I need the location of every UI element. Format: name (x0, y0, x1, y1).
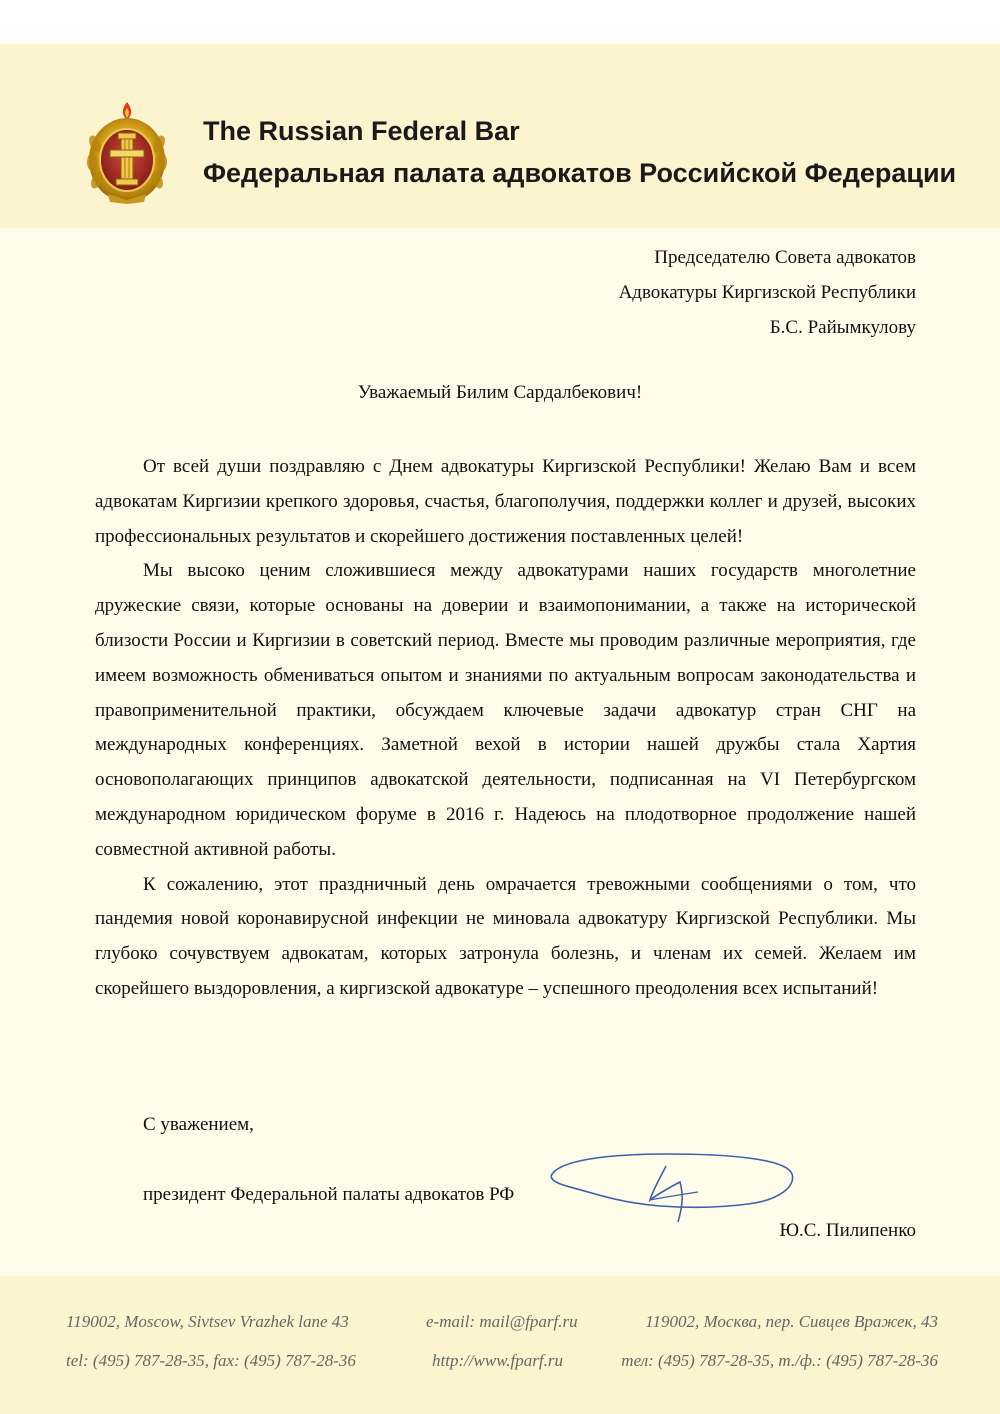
footer-phone-en: tel: (495) 787-28-35, fax: (495) 787-28-36 (66, 1351, 356, 1370)
footer-email: e-mail: mail@fparf.ru (426, 1312, 578, 1331)
footer-address-ru: 119002, Москва, пер. Сивцев Вражек, 43 (645, 1312, 938, 1331)
salutation: Уважаемый Билим Сардалбекович! (357, 382, 643, 403)
bar-emblem-icon (86, 100, 168, 204)
addressee-line: Адвокатуры Киргизской Республики (618, 282, 916, 303)
addressee-name: Б.С. Райымкулову (769, 317, 916, 338)
letterhead-footer (0, 1276, 1000, 1414)
footer-phone-ru: тел: (495) 787-28-35, т./ф.: (495) 787-28-36 (621, 1351, 938, 1370)
body-paragraph: От всей души поздравляю с Днем адвокатуры Киргизской Республики! Желаю Вам и всем адвокатам Киргизии крепкого здоровья, счастья, благополучия, поддержки коллег и друзей, высоких профессиональных результатов и скорейшего достижения поставленных целей! (95, 456, 916, 547)
organization-name-en: The Russian Federal Bar (203, 116, 520, 146)
addressee-block (619, 240, 916, 345)
handwritten-signature (548, 1148, 796, 1226)
signer-name: Ю.С. Пилипенко (779, 1220, 916, 1241)
addressee-line: Председателю Совета адвокатов (654, 247, 916, 268)
signer-position: президент Федеральной палаты адвокатов РФ (143, 1184, 515, 1205)
footer-website: http://www.fparf.ru (432, 1351, 563, 1370)
letter-body (95, 450, 916, 1007)
letter-page (0, 44, 1000, 1414)
body-paragraph: К сожалению, этот праздничный день омрачается тревожными сообщениями о том, что пандемия новой коронавирусной инфекции не миновала адвокатуру Киргизской Республики. Мы глубоко сочувствуем адвокатам, которых затронула болезнь, и членам их семей. Желаем им скорейшего выздоровления, а киргизской адвокатуре – успешного преодоления всех испытаний! (95, 873, 916, 999)
letterhead (0, 44, 1000, 228)
footer-address-en: 119002, Moscow, Sivtsev Vrazhek lane 43 (66, 1312, 349, 1331)
closing: С уважением, (143, 1114, 254, 1135)
body-paragraph: Мы высоко ценим сложившиеся между адвокатурами наших государств многолетние дружеские связи, которые основаны на доверии и взаимопонимании, а также на исторической близости России и Киргизии в советский период. Вместе мы проводим различные мероприятия, где имеем возможность обмениваться опытом и знаниями по актуальным вопросам законодательства и правоприменительной практики, обсуждаем ключевые задачи адвокатур стран СНГ на международных конференциях. Заметной вехой в истории нашей дружбы стала Хартия основополагающих принципов адвокатской деятельности, подписанная на VI Петербургском международном юридическом форуме в 2016 г. Надеюсь на плодотворное продолжение нашей совместной активной работы. (95, 560, 916, 860)
organization-name-ru: Федеральная палата адвокатов Российской Федерации (203, 158, 957, 188)
